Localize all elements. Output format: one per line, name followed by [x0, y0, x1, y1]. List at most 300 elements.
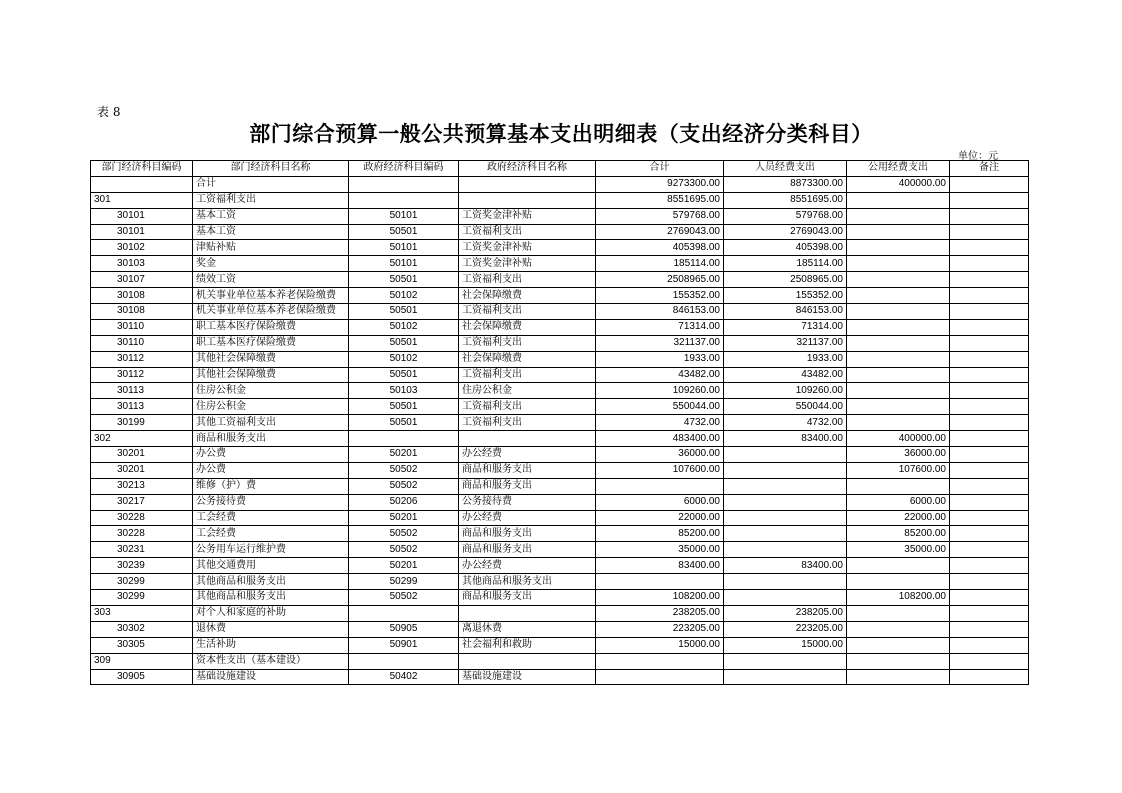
cell-public: [847, 637, 950, 653]
cell-note: [950, 176, 1029, 192]
cell-total: 43482.00: [596, 367, 724, 383]
cell-total: 36000.00: [596, 447, 724, 463]
cell-total: 1933.00: [596, 351, 724, 367]
cell-gov-name: 办公经费: [459, 447, 596, 463]
cell-public: [847, 272, 950, 288]
cell-public: [847, 621, 950, 637]
cell-dept-code: 30110: [91, 319, 193, 335]
cell-dept-name: 退休费: [193, 621, 349, 637]
cell-total: 321137.00: [596, 335, 724, 351]
cell-total: [596, 574, 724, 590]
cell-note: [950, 574, 1029, 590]
table-row: [91, 208, 1029, 224]
cell-dept-name: 资本性支出（基本建设）: [193, 653, 349, 669]
cell-gov-name: 离退休费: [459, 621, 596, 637]
cell-personnel: [724, 574, 847, 590]
cell-total: 22000.00: [596, 510, 724, 526]
cell-note: [950, 494, 1029, 510]
cell-gov-name: 工资福利支出: [459, 415, 596, 431]
cell-gov-name: 工资奖金津补贴: [459, 208, 596, 224]
cell-gov-name: 办公经费: [459, 510, 596, 526]
cell-gov-code: 50102: [349, 351, 459, 367]
cell-public: [847, 558, 950, 574]
cell-dept-name: 公务接待费: [193, 494, 349, 510]
cell-public: 107600.00: [847, 462, 950, 478]
cell-total: [596, 653, 724, 669]
cell-gov-name: [459, 176, 596, 192]
cell-gov-name: 住房公积金: [459, 383, 596, 399]
cell-public: [847, 669, 950, 685]
table-row: [91, 447, 1029, 463]
cell-note: [950, 637, 1029, 653]
cell-gov-name: 工资福利支出: [459, 335, 596, 351]
cell-public: 108200.00: [847, 590, 950, 606]
cell-personnel: 405398.00: [724, 240, 847, 256]
cell-dept-name: 合计: [193, 176, 349, 192]
cell-note: [950, 351, 1029, 367]
cell-personnel: 15000.00: [724, 637, 847, 653]
cell-gov-name: 公务接待费: [459, 494, 596, 510]
header-gov-code: 政府经济科目编码: [349, 161, 459, 177]
cell-gov-name: 商品和服务支出: [459, 462, 596, 478]
cell-dept-code: 30299: [91, 574, 193, 590]
cell-gov-code: 50201: [349, 558, 459, 574]
table-row: [91, 399, 1029, 415]
cell-gov-code: 50102: [349, 319, 459, 335]
header-note: 备注: [950, 161, 1029, 177]
cell-note: [950, 605, 1029, 621]
cell-dept-code: 30112: [91, 367, 193, 383]
cell-note: [950, 558, 1029, 574]
cell-public: [847, 415, 950, 431]
cell-dept-name: 办公费: [193, 447, 349, 463]
header-public: 公用经费支出: [847, 161, 950, 177]
table-row: [91, 335, 1029, 351]
cell-dept-code: 30113: [91, 399, 193, 415]
table-row: [91, 637, 1029, 653]
cell-gov-name: 社会保障缴费: [459, 351, 596, 367]
cell-note: [950, 319, 1029, 335]
cell-gov-name: 社会保障缴费: [459, 319, 596, 335]
cell-dept-code: 30199: [91, 415, 193, 431]
cell-gov-name: [459, 431, 596, 447]
cell-dept-code: 30113: [91, 383, 193, 399]
cell-public: [847, 208, 950, 224]
cell-personnel: [724, 590, 847, 606]
cell-gov-code: 50502: [349, 590, 459, 606]
cell-personnel: 321137.00: [724, 335, 847, 351]
cell-total: [596, 478, 724, 494]
cell-public: [847, 319, 950, 335]
header-gov-name: 政府经济科目名称: [459, 161, 596, 177]
table-row: [91, 288, 1029, 304]
cell-dept-code: 30302: [91, 621, 193, 637]
cell-personnel: 83400.00: [724, 558, 847, 574]
cell-note: [950, 669, 1029, 685]
cell-public: [847, 605, 950, 621]
table-row: [91, 621, 1029, 637]
cell-dept-code: [91, 176, 193, 192]
header-personnel: 人员经费支出: [724, 161, 847, 177]
cell-gov-code: [349, 605, 459, 621]
cell-total: 223205.00: [596, 621, 724, 637]
table-row: [91, 176, 1029, 192]
cell-total: 4732.00: [596, 415, 724, 431]
cell-gov-code: 50101: [349, 240, 459, 256]
cell-personnel: [724, 510, 847, 526]
cell-public: 35000.00: [847, 542, 950, 558]
table-row: [91, 240, 1029, 256]
table-row: [91, 431, 1029, 447]
cell-total: 107600.00: [596, 462, 724, 478]
cell-public: [847, 335, 950, 351]
cell-gov-name: 工资奖金津补贴: [459, 256, 596, 272]
cell-gov-name: 商品和服务支出: [459, 526, 596, 542]
cell-gov-code: 50299: [349, 574, 459, 590]
cell-gov-code: 50502: [349, 526, 459, 542]
table-row: [91, 351, 1029, 367]
cell-dept-name: 津贴补贴: [193, 240, 349, 256]
cell-total: 15000.00: [596, 637, 724, 653]
cell-note: [950, 256, 1029, 272]
cell-note: [950, 478, 1029, 494]
cell-gov-code: [349, 192, 459, 208]
cell-dept-name: 其他社会保障缴费: [193, 367, 349, 383]
cell-gov-name: 社会福利和救助: [459, 637, 596, 653]
cell-personnel: 550044.00: [724, 399, 847, 415]
cell-note: [950, 526, 1029, 542]
cell-note: [950, 621, 1029, 637]
cell-total: 6000.00: [596, 494, 724, 510]
cell-gov-code: 50402: [349, 669, 459, 685]
cell-public: 400000.00: [847, 431, 950, 447]
cell-public: [847, 304, 950, 320]
cell-dept-name: 职工基本医疗保险缴费: [193, 319, 349, 335]
cell-public: [847, 653, 950, 669]
cell-note: [950, 510, 1029, 526]
cell-total: 483400.00: [596, 431, 724, 447]
cell-total: 185114.00: [596, 256, 724, 272]
cell-gov-code: 50502: [349, 478, 459, 494]
cell-total: 846153.00: [596, 304, 724, 320]
cell-total: 405398.00: [596, 240, 724, 256]
cell-gov-code: 50101: [349, 208, 459, 224]
cell-dept-name: 住房公积金: [193, 383, 349, 399]
cell-note: [950, 367, 1029, 383]
cell-note: [950, 335, 1029, 351]
cell-public: 6000.00: [847, 494, 950, 510]
cell-dept-name: 奖金: [193, 256, 349, 272]
cell-gov-code: [349, 176, 459, 192]
table-row: [91, 590, 1029, 606]
cell-public: 85200.00: [847, 526, 950, 542]
cell-note: [950, 399, 1029, 415]
cell-personnel: [724, 669, 847, 685]
cell-total: 550044.00: [596, 399, 724, 415]
table-row: [91, 605, 1029, 621]
cell-dept-code: 301: [91, 192, 193, 208]
cell-gov-code: 50201: [349, 510, 459, 526]
cell-personnel: 8551695.00: [724, 192, 847, 208]
cell-dept-name: 基本工资: [193, 208, 349, 224]
cell-total: 71314.00: [596, 319, 724, 335]
cell-dept-code: 309: [91, 653, 193, 669]
cell-gov-name: 基础设施建设: [459, 669, 596, 685]
budget-table: [90, 160, 1029, 685]
cell-dept-name: 维修（护）费: [193, 478, 349, 494]
cell-note: [950, 224, 1029, 240]
table-row: [91, 415, 1029, 431]
cell-note: [950, 240, 1029, 256]
cell-gov-name: [459, 653, 596, 669]
cell-gov-code: 50101: [349, 256, 459, 272]
table-row: [91, 304, 1029, 320]
cell-dept-name: 机关事业单位基本养老保险缴费: [193, 304, 349, 320]
cell-gov-name: [459, 192, 596, 208]
cell-personnel: 185114.00: [724, 256, 847, 272]
cell-note: [950, 653, 1029, 669]
cell-personnel: 2508965.00: [724, 272, 847, 288]
cell-note: [950, 462, 1029, 478]
cell-personnel: [724, 542, 847, 558]
cell-personnel: [724, 478, 847, 494]
cell-note: [950, 272, 1029, 288]
table-body: [91, 176, 1029, 685]
cell-note: [950, 590, 1029, 606]
cell-dept-code: 30108: [91, 288, 193, 304]
cell-dept-code: 30239: [91, 558, 193, 574]
cell-personnel: 579768.00: [724, 208, 847, 224]
cell-dept-name: 绩效工资: [193, 272, 349, 288]
table-row: [91, 494, 1029, 510]
cell-public: [847, 367, 950, 383]
cell-total: 155352.00: [596, 288, 724, 304]
table-row: [91, 542, 1029, 558]
table-row: [91, 526, 1029, 542]
cell-dept-code: 30201: [91, 447, 193, 463]
cell-dept-name: 生活补助: [193, 637, 349, 653]
cell-dept-name: 其他工资福利支出: [193, 415, 349, 431]
cell-dept-code: 30101: [91, 224, 193, 240]
cell-gov-code: 50501: [349, 335, 459, 351]
cell-public: 22000.00: [847, 510, 950, 526]
cell-dept-name: 住房公积金: [193, 399, 349, 415]
cell-note: [950, 304, 1029, 320]
cell-dept-code: 30110: [91, 335, 193, 351]
cell-public: [847, 240, 950, 256]
cell-dept-code: 30213: [91, 478, 193, 494]
cell-dept-name: 商品和服务支出: [193, 431, 349, 447]
cell-gov-code: 50501: [349, 304, 459, 320]
cell-gov-code: 50905: [349, 621, 459, 637]
cell-dept-code: 30101: [91, 208, 193, 224]
cell-gov-name: [459, 605, 596, 621]
cell-total: 2508965.00: [596, 272, 724, 288]
cell-gov-code: 50901: [349, 637, 459, 653]
table-row: [91, 192, 1029, 208]
cell-total: 108200.00: [596, 590, 724, 606]
cell-personnel: 1933.00: [724, 351, 847, 367]
cell-dept-code: 30228: [91, 526, 193, 542]
table-row: [91, 462, 1029, 478]
cell-dept-code: 30305: [91, 637, 193, 653]
cell-public: 36000.00: [847, 447, 950, 463]
cell-note: [950, 192, 1029, 208]
cell-dept-code: 30231: [91, 542, 193, 558]
cell-total: 2769043.00: [596, 224, 724, 240]
cell-gov-code: 50501: [349, 399, 459, 415]
cell-gov-name: 工资奖金津补贴: [459, 240, 596, 256]
cell-dept-code: 30112: [91, 351, 193, 367]
cell-note: [950, 288, 1029, 304]
cell-gov-code: [349, 431, 459, 447]
cell-gov-name: 商品和服务支出: [459, 478, 596, 494]
cell-total: [596, 669, 724, 685]
cell-personnel: [724, 494, 847, 510]
header-dept-name: 部门经济科目名称: [193, 161, 349, 177]
table-row: [91, 574, 1029, 590]
page-title: 部门综合预算一般公共预算基本支出明细表（支出经济分类科目）: [249, 122, 873, 146]
table-row: [91, 224, 1029, 240]
header-total: 合计: [596, 161, 724, 177]
cell-personnel: [724, 447, 847, 463]
cell-gov-code: 50103: [349, 383, 459, 399]
cell-gov-code: 50501: [349, 415, 459, 431]
unit-label: 单位：元: [958, 151, 998, 162]
cell-dept-code: 30107: [91, 272, 193, 288]
cell-personnel: 4732.00: [724, 415, 847, 431]
cell-personnel: 2769043.00: [724, 224, 847, 240]
cell-gov-name: 工资福利支出: [459, 367, 596, 383]
cell-gov-name: 工资福利支出: [459, 304, 596, 320]
cell-dept-name: 办公费: [193, 462, 349, 478]
table-row: [91, 256, 1029, 272]
cell-dept-name: 机关事业单位基本养老保险缴费: [193, 288, 349, 304]
cell-note: [950, 208, 1029, 224]
table-row: [91, 510, 1029, 526]
cell-public: [847, 383, 950, 399]
cell-total: 579768.00: [596, 208, 724, 224]
cell-note: [950, 447, 1029, 463]
table-row: [91, 383, 1029, 399]
cell-gov-code: 50502: [349, 462, 459, 478]
cell-total: 8551695.00: [596, 192, 724, 208]
cell-gov-name: 其他商品和服务支出: [459, 574, 596, 590]
cell-total: 109260.00: [596, 383, 724, 399]
table-row: [91, 272, 1029, 288]
cell-public: [847, 399, 950, 415]
cell-gov-name: 工资福利支出: [459, 272, 596, 288]
cell-gov-name: 工资福利支出: [459, 224, 596, 240]
cell-gov-name: 商品和服务支出: [459, 542, 596, 558]
cell-dept-code: 30217: [91, 494, 193, 510]
cell-personnel: 8873300.00: [724, 176, 847, 192]
cell-dept-code: 30228: [91, 510, 193, 526]
cell-personnel: 43482.00: [724, 367, 847, 383]
table-header-row: [91, 161, 1029, 177]
cell-personnel: [724, 462, 847, 478]
cell-dept-name: 基础设施建设: [193, 669, 349, 685]
cell-total: 9273300.00: [596, 176, 724, 192]
cell-public: [847, 288, 950, 304]
cell-public: [847, 351, 950, 367]
cell-dept-name: 基本工资: [193, 224, 349, 240]
cell-gov-name: 工资福利支出: [459, 399, 596, 415]
cell-gov-code: 50102: [349, 288, 459, 304]
cell-dept-code: 302: [91, 431, 193, 447]
cell-personnel: 109260.00: [724, 383, 847, 399]
cell-dept-name: 职工基本医疗保险缴费: [193, 335, 349, 351]
cell-gov-code: 50501: [349, 272, 459, 288]
cell-personnel: 846153.00: [724, 304, 847, 320]
cell-dept-name: 其他商品和服务支出: [193, 574, 349, 590]
cell-gov-code: 50501: [349, 367, 459, 383]
cell-note: [950, 542, 1029, 558]
cell-dept-name: 公务用车运行维护费: [193, 542, 349, 558]
cell-dept-code: 30905: [91, 669, 193, 685]
cell-dept-code: 30103: [91, 256, 193, 272]
cell-public: [847, 574, 950, 590]
cell-note: [950, 415, 1029, 431]
cell-public: [847, 256, 950, 272]
cell-note: [950, 383, 1029, 399]
cell-personnel: 71314.00: [724, 319, 847, 335]
cell-dept-code: 303: [91, 605, 193, 621]
cell-gov-code: 50502: [349, 542, 459, 558]
cell-gov-name: 商品和服务支出: [459, 590, 596, 606]
cell-dept-code: 30108: [91, 304, 193, 320]
cell-dept-code: 30299: [91, 590, 193, 606]
cell-personnel: 83400.00: [724, 431, 847, 447]
cell-dept-name: 其他社会保障缴费: [193, 351, 349, 367]
cell-total: 35000.00: [596, 542, 724, 558]
cell-personnel: 223205.00: [724, 621, 847, 637]
cell-gov-name: 办公经费: [459, 558, 596, 574]
cell-gov-code: 50201: [349, 447, 459, 463]
cell-total: 85200.00: [596, 526, 724, 542]
cell-note: [950, 431, 1029, 447]
cell-dept-code: 30201: [91, 462, 193, 478]
table-row: [91, 558, 1029, 574]
table-row: [91, 669, 1029, 685]
cell-public: [847, 192, 950, 208]
cell-public: [847, 224, 950, 240]
table-row: [91, 319, 1029, 335]
cell-gov-name: 社会保障缴费: [459, 288, 596, 304]
cell-dept-name: 工资福利支出: [193, 192, 349, 208]
cell-dept-name: 工会经费: [193, 510, 349, 526]
cell-total: 83400.00: [596, 558, 724, 574]
cell-personnel: 238205.00: [724, 605, 847, 621]
cell-personnel: [724, 526, 847, 542]
cell-public: [847, 478, 950, 494]
cell-dept-name: 对个人和家庭的补助: [193, 605, 349, 621]
table-number: 表 8: [97, 105, 121, 119]
cell-public: 400000.00: [847, 176, 950, 192]
table-row: [91, 653, 1029, 669]
table-row: [91, 367, 1029, 383]
cell-personnel: [724, 653, 847, 669]
cell-dept-code: 30102: [91, 240, 193, 256]
header-dept-code: 部门经济科目编码: [91, 161, 193, 177]
table-row: [91, 478, 1029, 494]
cell-gov-code: 50501: [349, 224, 459, 240]
cell-gov-code: 50206: [349, 494, 459, 510]
cell-dept-name: 其他交通费用: [193, 558, 349, 574]
cell-dept-name: 其他商品和服务支出: [193, 590, 349, 606]
cell-dept-name: 工会经费: [193, 526, 349, 542]
cell-gov-code: [349, 653, 459, 669]
